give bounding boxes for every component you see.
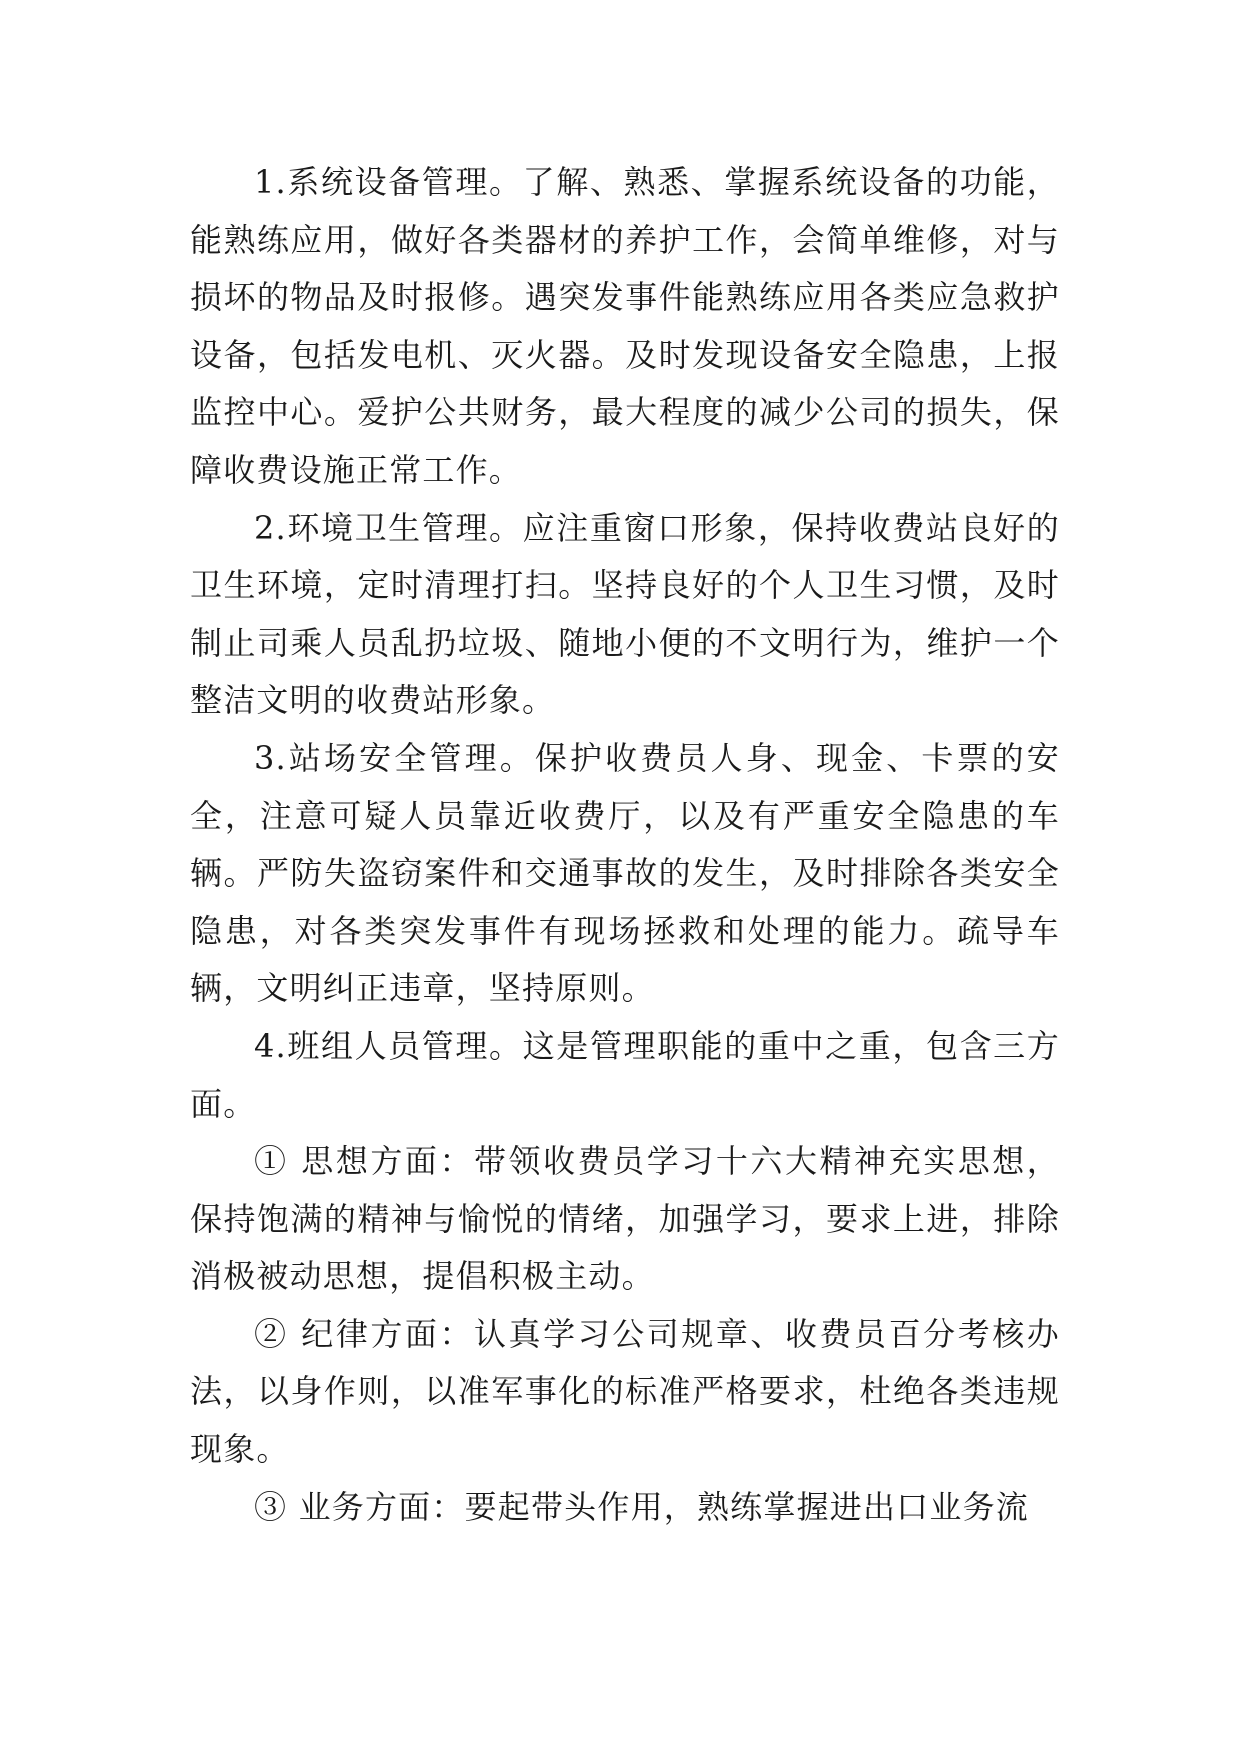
paragraph-environment-hygiene: 2.环境卫生管理。应注重窗口形象，保持收费站良好的卫生环境，定时清理打扫。坚持良好的个人卫生习惯，及时制止司乘人员乱扔垃圾、随地小便的不文明行为，维护一个整洁文明的收费站形象。 (190, 508, 1060, 720)
paragraph-ideology: ① 思想方面：带领收费员学习十六大精神充实思想，保持饱满的精神与愉悦的情绪，加强学习，要求上进，排除消极被动思想，提倡积极主动。 (190, 1142, 1060, 1296)
paragraph-equipment-management: 1.系统设备管理。了解、熟悉、掌握系统设备的功能，能熟练应用，做好各类器材的养护工作，会简单维修，对与损坏的物品及时报修。遇突发事件能熟练应用各类应急救护设备，包括发电机、灭火器。及时发现设备安全隐患，上报监控中心。爱护公共财务，最大程度的减少公司的损失，保障收费设施正常工作。 (190, 163, 1060, 489)
paragraph-business: ③ 业务方面：要起带头作用，熟练掌握进出口业务流 (254, 1487, 1029, 1526)
paragraph-team-personnel: 4.班组人员管理。这是管理职能的重中之重，包含三方面。 (190, 1026, 1060, 1123)
paragraph-station-safety: 3.站场安全管理。保护收费员人身、现金、卡票的安全，注意可疑人员靠近收费厅，以及有严重安全隐患的车辆。严防失盗窃案件和交通事故的发生，及时排除各类安全隐患，对各类突发事件有现场拯救和处理的能力。疏导车辆，文明纠正违章，坚持原则。 (190, 738, 1060, 1008)
document-body (190, 154, 1060, 1536)
paragraph-discipline: ② 纪律方面：认真学习公司规章、收费员百分考核办法，以身作则，以准军事化的标准严格要求，杜绝各类违规现象。 (190, 1314, 1060, 1469)
